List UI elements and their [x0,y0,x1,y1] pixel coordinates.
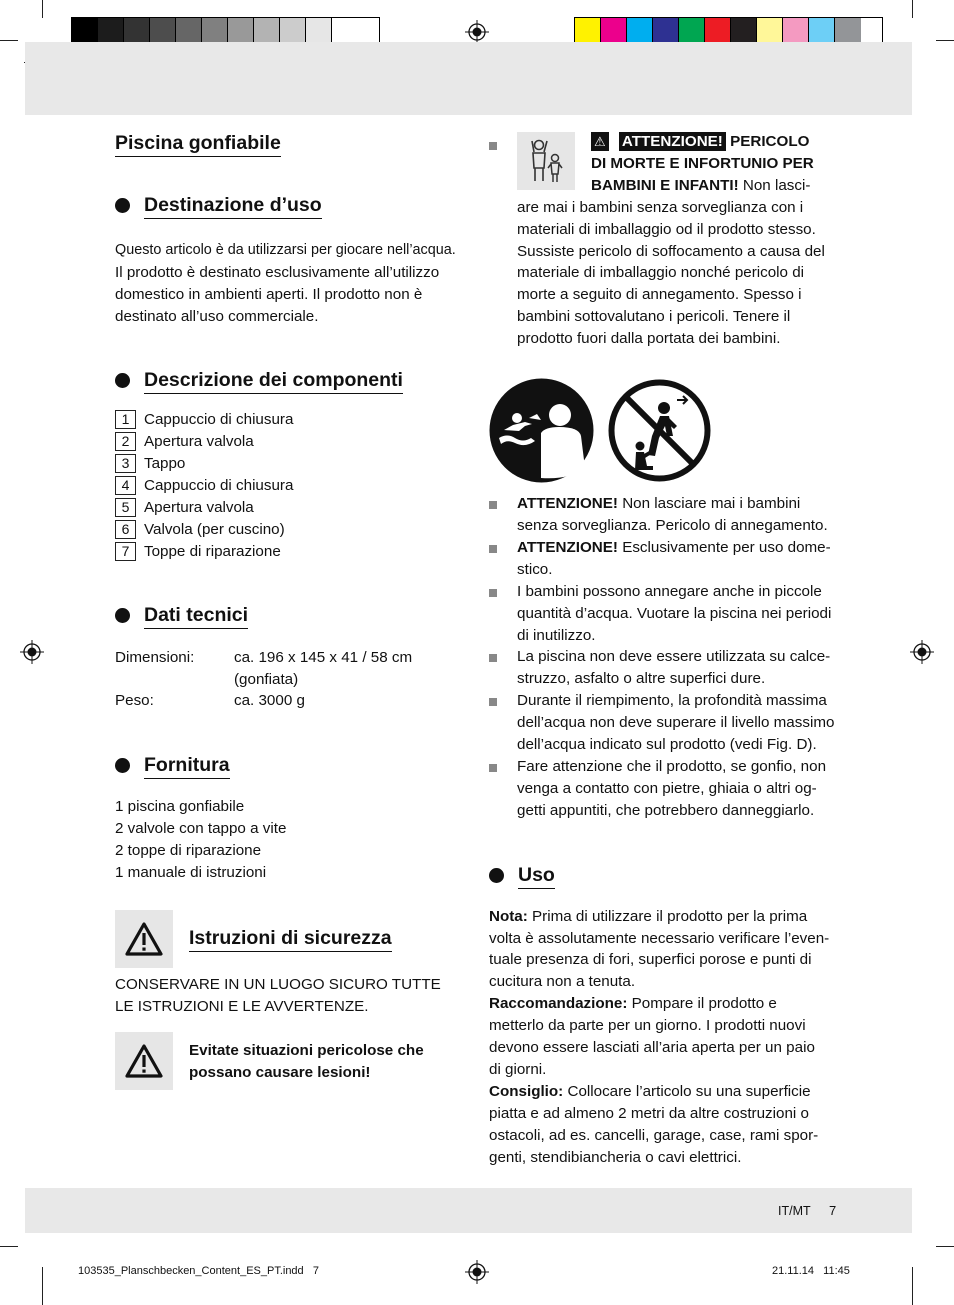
child-warning-body [517,197,841,350]
component-number: 2 [115,432,136,451]
racc-text: di giorni. [489,1061,547,1078]
child-warning-block [489,126,841,350]
child-warning-body-line: bambini sottovalutano i pericoli. Tenere il [517,308,791,326]
racc-text: Pompare il prodotto e [627,995,777,1013]
bullet-text: Durante il riempimento, la profondità massima [517,692,827,710]
date-slug: 21.11.14 11:45 [772,1265,850,1277]
crop-mark [936,1246,954,1247]
supply-list [115,796,465,884]
safety-bullet-item [489,493,841,537]
component-item [115,475,465,497]
safety-bullet-item [489,581,841,647]
component-number: 6 [115,520,136,539]
registration-mark-icon [20,640,44,664]
section-components-heading [115,367,465,394]
component-number: 1 [115,410,136,429]
usage-line: Il prodotto è destinato esclusivamente all’utilizzo [115,263,440,281]
child-warning-body-line: materiale di imballaggio nonché pericolo di [517,264,805,282]
supervise-children-icon [489,378,594,483]
section-uso-heading [489,862,841,889]
supply-item: 2 valvole con tappo a vite [115,820,287,838]
racc-line [489,993,841,1015]
safety-bullet-list [489,493,841,822]
racc-text: devono essere lasciati all’aria aperta per un paio [489,1039,815,1057]
safety-bullet-item [489,690,841,756]
tech-label: Peso: [115,692,154,710]
bullet-line [517,756,841,778]
crop-mark [42,0,43,18]
bullet-text: La piscina non deve essere utilizzata su calce- [517,648,831,666]
child-warning-body-line: morte a seguito di annegamento. Spesso i [517,286,802,304]
tech-value: (gonfiata) [234,670,299,688]
bullet-line [517,559,841,581]
child-warning-body-line: materiali di imballaggio od il prodotto stesso. [517,220,816,238]
component-number: 7 [115,542,136,561]
bullet-text: senza sorveglianza. Pericolo di annegamento. [517,516,828,534]
bullet-line [517,690,841,712]
bullet-line [517,603,841,625]
child-warning-body-line: prodotto fuori dalla portata dei bambini. [517,330,781,348]
tech-row-dimensions-note [115,669,465,691]
component-item [115,497,465,519]
avoid-text [189,1040,424,1090]
child-warning-line3 [591,175,841,197]
child-warning-head [591,126,841,197]
cons-text: ostacoli, ad es. cancelli, garage, case, rami spor- [489,1126,819,1144]
cons-label: Consiglio: [489,1082,564,1100]
warning-triangle-icon [124,1043,164,1079]
keep-line: LE ISTRUZIONI E LE AVVERTENZE. [115,997,369,1015]
safety-pictograms [489,378,841,483]
child-warning-text: Non lasci- [738,176,811,194]
avoid-line: possano causare lesioni! [189,1063,371,1081]
bullet-line [517,493,841,515]
bullet-line [517,712,841,734]
racc-label: Raccomandazione: [489,995,628,1013]
usage-paragraph [115,240,465,328]
component-label: Apertura valvola [144,432,254,450]
child-warning-body-line: Sussiste pericolo di soffocamento a causa del [517,242,825,260]
heading-components: Descrizione dei componenti [144,367,403,394]
cons-text: piatta e ad almeno 2 metri da altre costruzioni o [489,1104,809,1122]
tech-label: Dimensioni: [115,648,195,666]
child-warning-line1 [591,131,841,153]
section-usage-heading [115,192,465,219]
avoid-line: Evitate situazioni pericolose che [189,1041,424,1059]
bullet-square [489,142,497,150]
child-warning-body-line: are mai i bambini senza sorveglianza con i [517,198,804,216]
bullet-line [517,800,841,822]
component-item [115,541,465,563]
bullet-text: Esclusivamente per uso dome- [617,538,831,556]
keep-instructions [115,974,465,1018]
tech-table [115,647,465,713]
nota-label: Nota: [489,907,528,925]
component-number: 5 [115,498,136,517]
bullet-line [517,515,841,537]
bullet-text: Fare attenzione che il prodotto, se gonfio, non [517,757,827,775]
crop-mark [912,0,913,18]
bullet-line [517,625,841,647]
tech-value: ca. 196 x 145 x 41 / 58 cm [234,648,413,666]
supply-item: 1 manuale di istruzioni [115,864,267,882]
bullet-dot [489,868,504,883]
child-warning-text: BAMBINI E INFANTI! [591,176,739,194]
supply-item: 1 piscina gonfiabile [115,798,245,816]
tech-row-weight [115,690,465,712]
component-item [115,409,465,431]
racc-text: metterlo da parte per un giorno. I prodotti nuovi [489,1017,806,1035]
right-column [489,126,841,1169]
bullet-text: dell’acqua indicato sul prodotto (vedi Fig. D). [517,736,817,754]
bullet-text: struzzo, asfalto o altre superfici dure. [517,670,766,688]
no-unsupervised-icon [607,378,712,483]
bullet-text: getti appuntiti, che potrebbero danneggiarlo. [517,801,815,819]
usage-line: destinato all’uso commerciale. [115,307,319,325]
bullet-dot [115,373,130,388]
registration-mark-icon [465,20,489,44]
registration-mark-icon [465,1260,489,1284]
bullet-line [517,778,841,800]
nota-text: volta è assolutamente necessario verificare l’even- [489,929,830,947]
bullet-text: I bambini possono annegare anche in piccole [517,582,822,600]
nota-text: cucitura non a tenuta. [489,973,636,991]
safety-bullet-item [489,537,841,581]
bullet-bold: ATTENZIONE! [517,495,618,513]
section-supply-heading [115,752,465,779]
bullet-line [517,581,841,603]
badge-triangle-icon: ⚠ [594,134,606,149]
avoid-danger-block [115,1032,465,1090]
heading-tech: Dati tecnici [144,602,248,629]
crop-mark [42,1267,43,1305]
child-pictogram [517,132,575,190]
component-item [115,431,465,453]
safety-bullet-item [489,756,841,822]
bullet-line [517,646,841,668]
bullet-text: venga a contatto con pietre, ghiaia o altri og- [517,779,817,797]
bullet-line [517,537,841,559]
heading-usage: Destinazione d’uso [144,192,322,219]
crop-mark [0,40,18,41]
component-label: Apertura valvola [144,498,254,516]
component-label: Tappo [144,454,186,472]
nota-text: Prima di utilizzare il prodotto per la prima [527,907,808,925]
cons-line [489,1081,841,1103]
bullet-dot [115,608,130,623]
heading-safety: Istruzioni di sicurezza [189,925,392,952]
header-band [25,42,912,115]
section-tech-heading [115,602,465,629]
component-label: Cappuccio di chiusura [144,476,294,494]
keep-line: CONSERVARE IN UN LUOGO SICURO TUTTE [115,975,441,993]
crop-mark [936,40,954,41]
child-packaging-icon [517,132,575,190]
cons-text: genti, stendibiancheria o cavi elettrici. [489,1148,742,1166]
usage-line: domestico in ambienti aperti. Il prodotto non è [115,285,423,303]
file-slug: 103535_Planschbecken_Content_ES_PT.indd 7 [78,1265,319,1277]
crop-mark [0,1246,18,1247]
safety-bullet-item [489,646,841,690]
bullet-text: quantità d’acqua. Vuotare la piscina nei periodi [517,604,832,622]
bullet-text: dell’acqua non deve superare il livello massimo [517,714,835,732]
section-safety-heading [115,910,465,968]
cons-text: Collocare l’articolo su una superficie [563,1082,811,1100]
bullet-bold: ATTENZIONE! [517,538,618,556]
child-warning-text: PERICOLO [730,133,810,150]
tech-value: ca. 3000 g [234,692,305,710]
registration-mark-icon [910,640,934,664]
nota-text: tuale presenza di fori, superfici porose e punti di [489,951,812,969]
bullet-line [517,734,841,756]
component-number: 3 [115,454,136,473]
heading-supply: Fornitura [144,752,230,779]
component-label: Toppe di riparazione [144,542,281,560]
attention-badge: ATTENZIONE! [619,132,726,151]
component-number: 4 [115,476,136,495]
warning-badge [591,132,609,151]
left-column [115,126,465,1090]
page-title: Piscina gonfiabile [115,130,281,157]
warning-box [115,1032,173,1090]
crop-mark [912,1267,913,1305]
component-label: Valvola (per cuscino) [144,520,285,538]
component-label: Cappuccio di chiusura [144,410,294,428]
bullet-dot [115,198,130,213]
language-code: IT/MT [778,1204,811,1218]
components-list [115,409,465,563]
bullet-line [517,668,841,690]
footer-band [25,1188,912,1233]
heading-uso: Uso [518,862,555,889]
bullet-text: di inutilizzo. [517,626,596,644]
uso-body [489,906,841,1169]
component-item [115,453,465,475]
warning-box [115,910,173,968]
nota-line [489,906,841,928]
child-warning-text: DI MORTE E INFORTUNIO PER [591,154,814,172]
warning-triangle-icon [124,921,164,957]
page-number: 7 [829,1203,837,1218]
bullet-dot [115,758,130,773]
tech-row-dimensions [115,647,465,669]
component-item [115,519,465,541]
bullet-text: stico. [517,560,553,578]
usage-line: Questo articolo è da utilizzarsi per giocare nell’acqua. [115,242,456,258]
bullet-text: Non lasciare mai i bambini [617,495,801,513]
supply-item: 2 toppe di riparazione [115,842,262,860]
